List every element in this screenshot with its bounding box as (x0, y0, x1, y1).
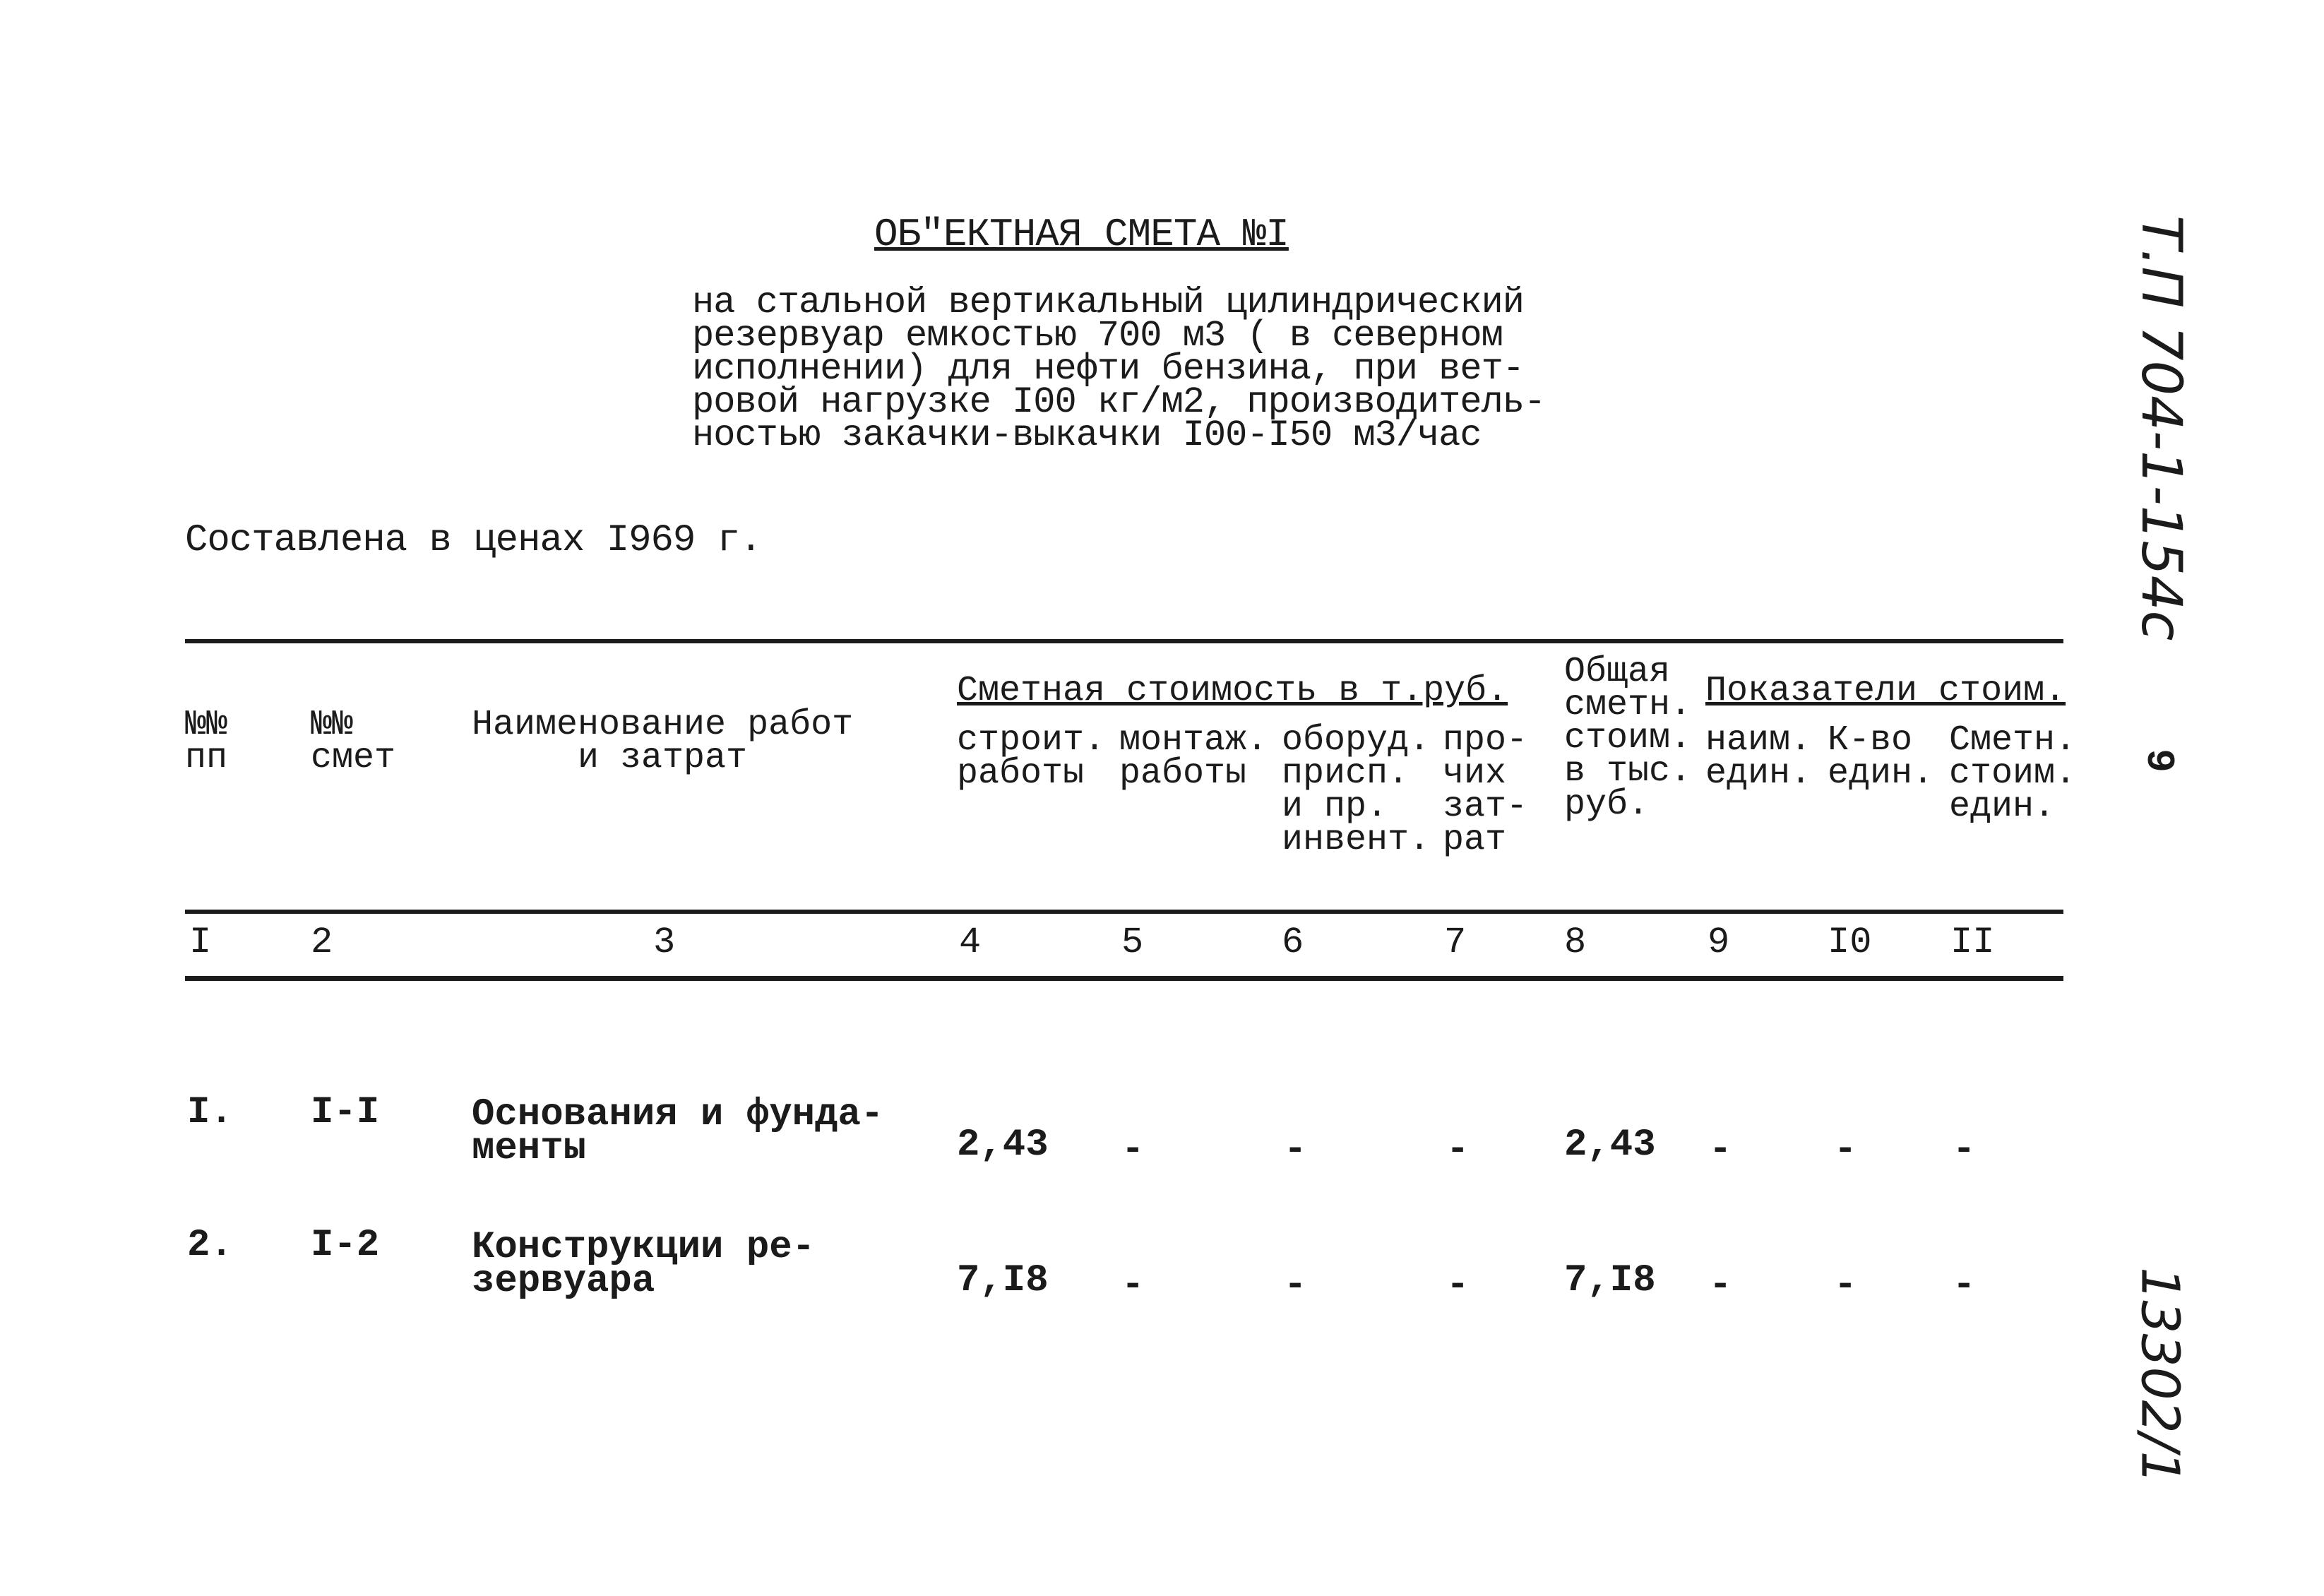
row-unit-cost: - (1953, 1264, 1976, 1307)
colnum-6: 6 (1282, 922, 1304, 963)
row-unit: - (1709, 1128, 1732, 1172)
header-col-11: Сметн. стоим. един. (1949, 720, 2077, 827)
document-subtitle: на стальной вертикальный цилиндрический резервуар емкостью 700 м3 ( в северном исполнении) для нефти бензина, при вет- ровой нагрузке I00 кг/м2, производитель- ностью закачки-выкачки I00-I50 м3/час (692, 282, 1546, 456)
prices-note: Составлена в ценах I969 г. (185, 519, 762, 562)
document-title: ОБ"ЕКТНАЯ СМЕТА №I (874, 212, 1289, 257)
header-col-3: Наименование работ и затрат (472, 705, 854, 778)
row-unit-cost: - (1953, 1128, 1976, 1172)
colnum-9: 9 (1708, 922, 1730, 963)
header-col-4: строит. работы (957, 720, 1106, 794)
numbers-bottom-rule (185, 976, 2063, 981)
header-col-7: про- чих зат- рат (1443, 720, 1528, 860)
row-equipment: - (1284, 1128, 1307, 1172)
colnum-5: 5 (1121, 922, 1144, 963)
colnum-4: 4 (959, 922, 982, 963)
colnum-8: 8 (1564, 922, 1587, 963)
row-installation: - (1121, 1264, 1145, 1307)
header-bottom-rule (185, 910, 2063, 914)
side-project-code: Т.П 704-1-154с (2129, 215, 2193, 641)
row-estimate: I-I (311, 1091, 380, 1134)
header-col-2: №№ смет (311, 705, 396, 778)
header-col-5: монтаж. работы (1119, 720, 1268, 794)
row-other: - (1446, 1264, 1470, 1307)
header-col-1: №№ пп (185, 705, 228, 778)
row-total: 2,43 (1564, 1124, 1656, 1167)
row-equipment: - (1284, 1264, 1307, 1307)
row-qty: - (1834, 1128, 1857, 1172)
colnum-7: 7 (1444, 922, 1467, 963)
row-other: - (1446, 1128, 1470, 1172)
row-number: I. (187, 1091, 233, 1134)
row-installation: - (1121, 1128, 1145, 1172)
header-col-10: К-во един. (1828, 720, 1934, 794)
colnum-10: I0 (1828, 922, 1872, 963)
row-qty: - (1834, 1264, 1857, 1307)
colnum-11: II (1950, 922, 1995, 963)
header-col-6: оборуд. присп. и пр. инвент. (1282, 720, 1431, 860)
colnum-2: 2 (311, 922, 333, 963)
row-construction: 2,43 (957, 1124, 1049, 1167)
group-header-cost: Сметная стоимость в т.руб. (957, 671, 1508, 711)
row-construction: 7,I8 (957, 1259, 1049, 1302)
header-col-9: наим. един. (1705, 720, 1812, 794)
colnum-3: 3 (653, 922, 676, 963)
row-total: 7,I8 (1564, 1259, 1656, 1302)
colnum-1: I (189, 922, 212, 963)
row-name: Конструкции ре- зервуара (472, 1226, 816, 1303)
row-estimate: I-2 (311, 1224, 380, 1267)
row-unit: - (1709, 1264, 1732, 1307)
page-number: 9 (2135, 749, 2181, 773)
row-name: Основания и фунда- менты (472, 1093, 884, 1170)
row-number: 2. (187, 1224, 233, 1267)
group-header-indicators: Показатели стоим. (1705, 671, 2066, 711)
table-top-rule (185, 639, 2063, 643)
header-col-8: Общая сметн. стоим. в тыс. руб. (1564, 652, 1692, 825)
archive-stamp: 13302/1 (2129, 1267, 2191, 1484)
